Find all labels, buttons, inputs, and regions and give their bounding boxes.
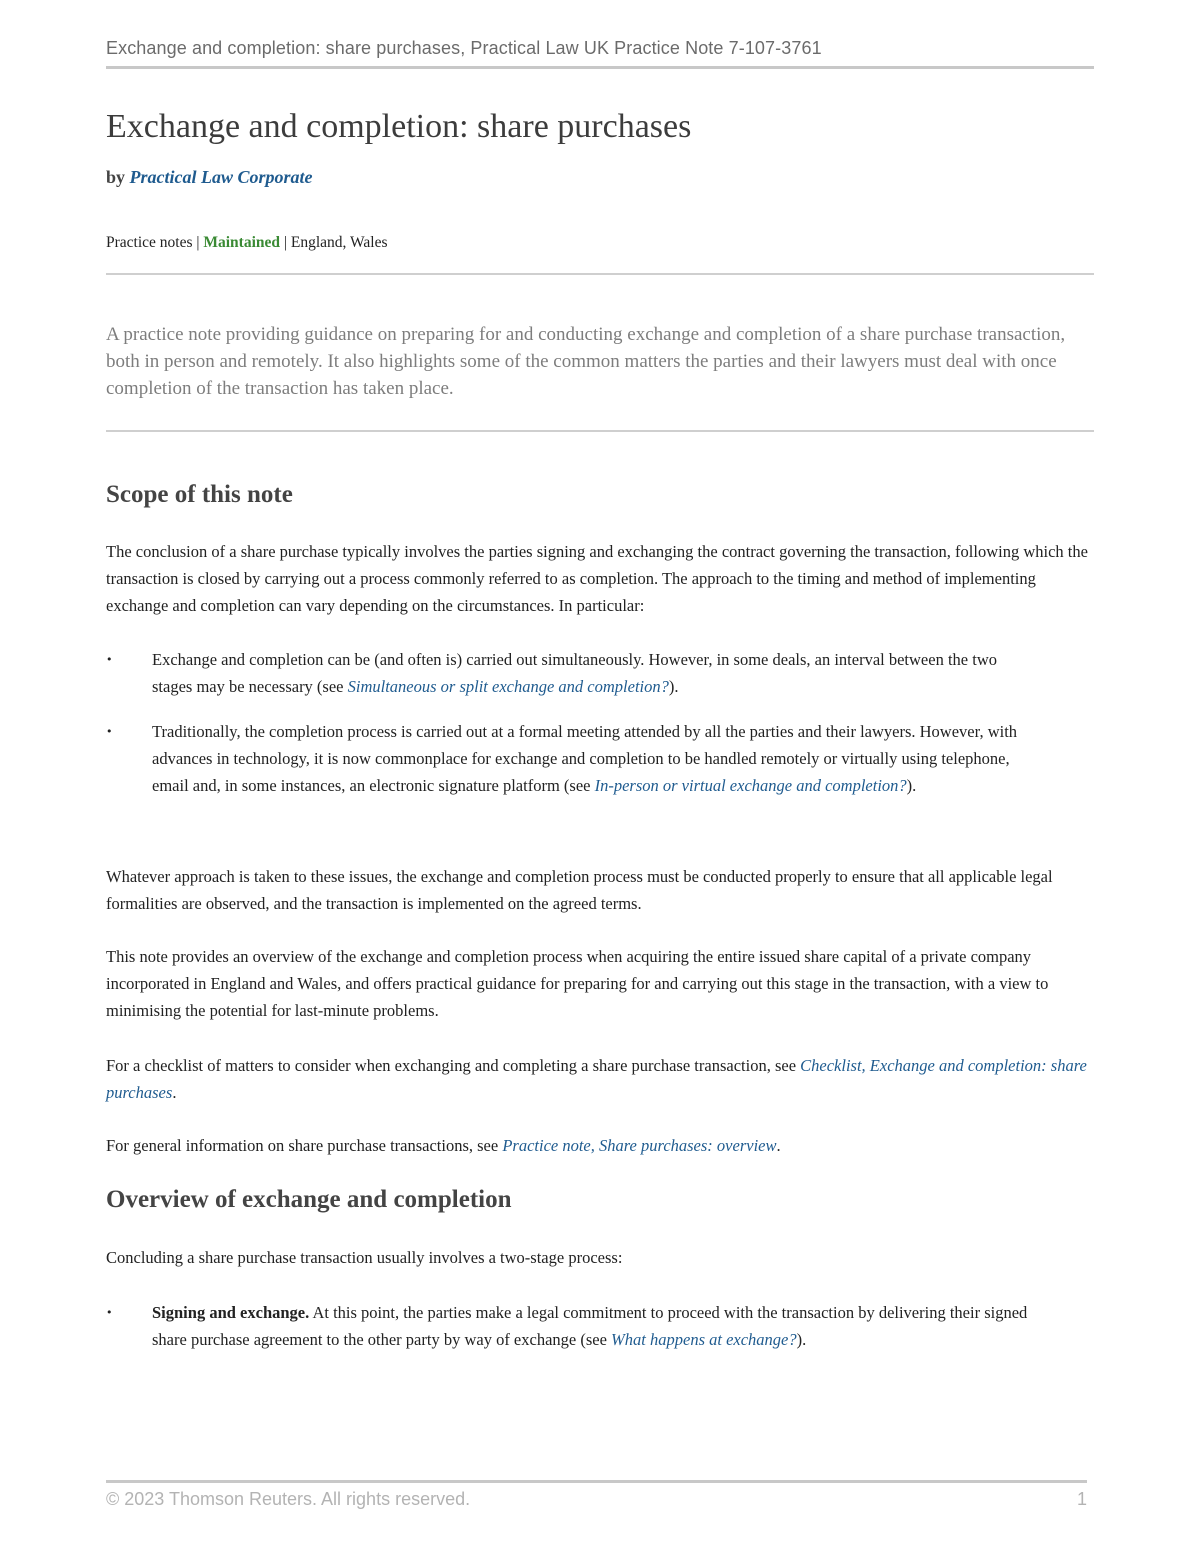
list-item-tail: ). [668,677,679,696]
bullet-icon: • [106,725,113,738]
xref-link-share-purchases-overview[interactable]: Practice note, Share purchases: overview [502,1136,777,1155]
byline [106,167,313,188]
list-item [106,718,1094,799]
list-item-body: At this point, the parties make a legal commitment to proceed with the transaction by delivering their signed share purchase agreement to the other party by way of exchange (see [152,1303,1028,1349]
author-link[interactable]: Practical Law Corporate [129,167,313,187]
document-meta [106,234,388,252]
scope-paragraph-general [106,1132,1094,1159]
running-header: Exchange and completion: share purchases, Practical Law UK Practice Note 7-107-3761 [106,38,822,58]
scope-intro: The conclusion of a share purchase typically involves the parties signing and exchanging the contract governing the transaction, following which the transaction is closed by carrying out a process commonly referred to as completion. The approach to the timing and method of implementing exchange and completion can vary depending on the circumstances. In particular: [106,542,1088,615]
meta-jurisdiction: England, Wales [290,234,388,251]
page-footer [106,1489,1087,1510]
meta-type: Practice notes [106,234,193,251]
header-divider [106,66,1094,69]
scope-paragraph-overview: This note provides an overview of the exchange and completion process when acquiring the entire issued share capital of a private company incorporated in England and Wales, and offers practical guidance for preparing for and carrying out this stage in the transaction, with a view to minimising the potential for last-minute problems. [106,947,1049,1020]
paragraph-text: For general information on share purchase transactions, see [106,1136,503,1155]
section-heading-scope: Scope of this note [106,481,293,508]
abstract-divider [106,430,1094,432]
list-item-body: Exchange and completion can be (and often is) carried out simultaneously. However, in some deals, an interval between the two stages may be necessary (see [152,650,997,696]
xref-link-in-person[interactable]: In-person or virtual exchange and completion? [594,776,907,795]
meta-separator: | [196,234,200,251]
copyright-text: © 2023 Thomson Reuters. All rights reserved. [106,1489,471,1509]
list-item-text [152,718,1032,799]
xref-link-what-happens-at-exchange[interactable]: What happens at exchange? [611,1330,797,1349]
paragraph-tail: . [172,1083,177,1102]
list-item-tail: ). [796,1330,807,1349]
bullet-icon: • [106,653,113,666]
list-item-text [152,646,1032,700]
section-heading-overview: Overview of exchange and completion [106,1186,512,1213]
page-number: 1 [1076,1489,1087,1509]
scope-paragraph-approach: Whatever approach is taken to these issues, the exchange and completion process must be conducted properly to ensure that all applicable legal formalities are observed, and the transaction is implemented on the agreed terms. [106,867,1053,913]
xref-link-checklist[interactable]: Checklist, Exchange and completion: share purchases [106,1056,1087,1102]
paragraph-tail: . [776,1136,781,1155]
footer-divider [106,1480,1087,1483]
abstract: A practice note providing guidance on preparing for and conducting exchange and completion of a share purchase transaction, both in person and remotely. It also highlights some of the common matters the parties and their lawyers must deal with once completion of the transaction has taken place. [106,324,1066,399]
overview-intro: Concluding a share purchase transaction usually involves a two-stage process: [106,1248,623,1267]
bullet-icon: • [106,1306,113,1319]
page-title: Exchange and completion: share purchases [106,108,692,145]
paragraph-text: For a checklist of matters to consider when exchanging and completing a share purchase transaction, see [106,1056,801,1075]
meta-separator: | [283,234,288,251]
status-badge: Maintained [203,234,281,251]
scope-paragraph-checklist [106,1052,1094,1106]
list-item [106,646,1094,700]
list-item-text [152,1299,1032,1353]
list-item-body: Traditionally, the completion process is carried out at a formal meeting attended by all the parties and their lawyers. However, with advances in technology, it is now commonplace for exchange and completion to be handled remotely or virtually using telephone, email and, in some instances, an electronic signature platform (see [152,722,1018,795]
list-item-lead: Signing and exchange. [152,1303,310,1322]
meta-divider [106,273,1094,275]
by-label: by [106,167,126,187]
list-item-tail: ). [906,776,917,795]
list-item [106,1299,1094,1353]
xref-link-simultaneous[interactable]: Simultaneous or split exchange and completion? [347,677,669,696]
